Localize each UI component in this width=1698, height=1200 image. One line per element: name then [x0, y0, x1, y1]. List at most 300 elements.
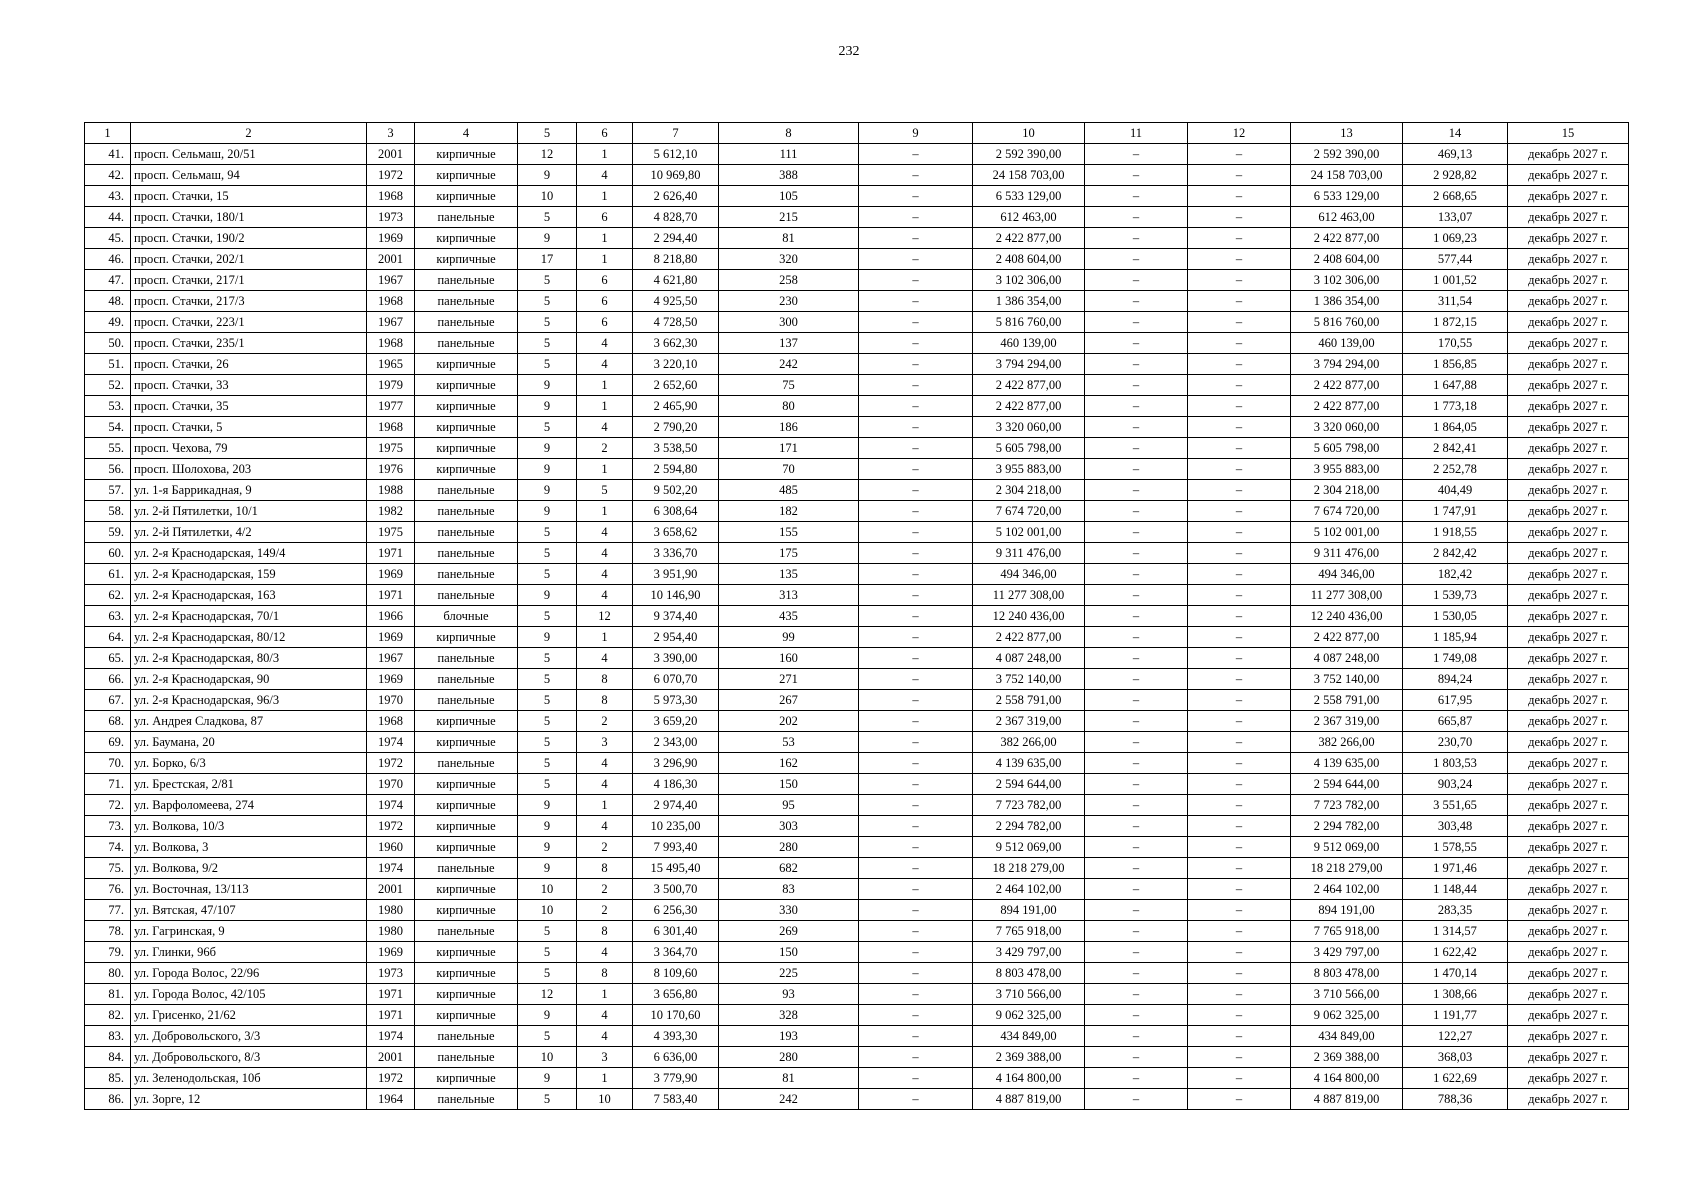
- table-cell: 2 790,20: [633, 417, 719, 438]
- table-cell: 9: [518, 165, 577, 186]
- table-cell: 71.: [85, 774, 131, 795]
- table-cell: 320: [719, 249, 859, 270]
- table-cell: –: [1085, 984, 1188, 1005]
- table-cell: –: [1188, 165, 1291, 186]
- table-cell: 3 500,70: [633, 879, 719, 900]
- table-cell: 70.: [85, 753, 131, 774]
- table-cell: панельные: [415, 207, 518, 228]
- table-cell: –: [859, 753, 973, 774]
- table-cell: 271: [719, 669, 859, 690]
- table-cell: –: [1085, 774, 1188, 795]
- table-cell: ул. Зорге, 12: [131, 1089, 367, 1110]
- table-cell: 1 386 354,00: [973, 291, 1085, 312]
- table-cell: 1971: [367, 585, 415, 606]
- table-cell: 65.: [85, 648, 131, 669]
- table-cell: 2 842,41: [1403, 438, 1508, 459]
- table-cell: 5: [518, 543, 577, 564]
- table-row: [85, 837, 1629, 858]
- table-cell: 2 558 791,00: [1291, 690, 1403, 711]
- table-row: [85, 879, 1629, 900]
- table-cell: 2 592 390,00: [973, 144, 1085, 165]
- table-cell: –: [1188, 459, 1291, 480]
- table-cell: кирпичные: [415, 627, 518, 648]
- table-row: [85, 606, 1629, 627]
- table-cell: 4: [577, 816, 633, 837]
- table-cell: 1974: [367, 732, 415, 753]
- table-cell: 2 558 791,00: [973, 690, 1085, 711]
- table-cell: 8: [577, 963, 633, 984]
- table-cell: декабрь 2027 г.: [1508, 585, 1629, 606]
- table-cell: 4 887 819,00: [1291, 1089, 1403, 1110]
- table-cell: 1 386 354,00: [1291, 291, 1403, 312]
- table-cell: 42.: [85, 165, 131, 186]
- table-cell: 55.: [85, 438, 131, 459]
- table-cell: 2001: [367, 879, 415, 900]
- table-cell: ул. 2-я Краснодарская, 70/1: [131, 606, 367, 627]
- table-cell: панельные: [415, 291, 518, 312]
- table-cell: 469,13: [1403, 144, 1508, 165]
- table-cell: 5 605 798,00: [1291, 438, 1403, 459]
- table-cell: 24 158 703,00: [973, 165, 1085, 186]
- table-cell: 8 109,60: [633, 963, 719, 984]
- table-cell: ул. Волкова, 9/2: [131, 858, 367, 879]
- table-cell: 577,44: [1403, 249, 1508, 270]
- table-cell: 1: [577, 795, 633, 816]
- table-cell: 5: [518, 711, 577, 732]
- table-cell: 44.: [85, 207, 131, 228]
- table-cell: 4 828,70: [633, 207, 719, 228]
- table-cell: 2 652,60: [633, 375, 719, 396]
- table-cell: 9: [518, 627, 577, 648]
- table-cell: 170,55: [1403, 333, 1508, 354]
- table-cell: 2: [577, 711, 633, 732]
- table-cell: –: [859, 543, 973, 564]
- table-cell: 10: [577, 1089, 633, 1110]
- table-row: [85, 963, 1629, 984]
- table-cell: декабрь 2027 г.: [1508, 690, 1629, 711]
- table-cell: –: [1188, 669, 1291, 690]
- table-cell: 81.: [85, 984, 131, 1005]
- table-cell: 5 973,30: [633, 690, 719, 711]
- table-cell: панельные: [415, 522, 518, 543]
- table-cell: ул. Зеленодольская, 10б: [131, 1068, 367, 1089]
- table-cell: панельные: [415, 501, 518, 522]
- table-cell: 894 191,00: [973, 900, 1085, 921]
- table-cell: 283,35: [1403, 900, 1508, 921]
- table-cell: 494 346,00: [1291, 564, 1403, 585]
- table-cell: 2001: [367, 144, 415, 165]
- table-cell: 51.: [85, 354, 131, 375]
- table-cell: кирпичные: [415, 186, 518, 207]
- table-cell: 7 993,40: [633, 837, 719, 858]
- table-cell: –: [859, 795, 973, 816]
- table-cell: 7 723 782,00: [1291, 795, 1403, 816]
- table-cell: 1968: [367, 417, 415, 438]
- table-cell: –: [1188, 438, 1291, 459]
- table-cell: 1 069,23: [1403, 228, 1508, 249]
- table-cell: просп. Шолохова, 203: [131, 459, 367, 480]
- table-cell: 1974: [367, 858, 415, 879]
- table-cell: –: [1188, 186, 1291, 207]
- table-cell: 6 533 129,00: [973, 186, 1085, 207]
- table-cell: 1964: [367, 1089, 415, 1110]
- table-cell: 434 849,00: [973, 1026, 1085, 1047]
- table-cell: кирпичные: [415, 879, 518, 900]
- table-cell: –: [859, 207, 973, 228]
- table-cell: 9 502,20: [633, 480, 719, 501]
- table-cell: 1976: [367, 459, 415, 480]
- table-cell: –: [859, 270, 973, 291]
- table-cell: декабрь 2027 г.: [1508, 774, 1629, 795]
- table-cell: декабрь 2027 г.: [1508, 438, 1629, 459]
- table-cell: кирпичные: [415, 900, 518, 921]
- table-cell: 3 662,30: [633, 333, 719, 354]
- table-cell: декабрь 2027 г.: [1508, 984, 1629, 1005]
- table-cell: 612 463,00: [973, 207, 1085, 228]
- table-cell: –: [1188, 1089, 1291, 1110]
- table-cell: 12: [518, 984, 577, 1005]
- table-cell: 175: [719, 543, 859, 564]
- table-row: [85, 543, 1629, 564]
- table-cell: 68.: [85, 711, 131, 732]
- table-cell: –: [1085, 669, 1188, 690]
- table-cell: 75.: [85, 858, 131, 879]
- table-cell: –: [1085, 711, 1188, 732]
- table-cell: 1968: [367, 711, 415, 732]
- table-cell: 6 533 129,00: [1291, 186, 1403, 207]
- table-cell: 1972: [367, 165, 415, 186]
- table-cell: 2 422 877,00: [1291, 228, 1403, 249]
- table-cell: –: [1188, 858, 1291, 879]
- table-cell: 485: [719, 480, 859, 501]
- table-cell: 3 296,90: [633, 753, 719, 774]
- table-cell: 2 594 644,00: [1291, 774, 1403, 795]
- table-cell: 2 422 877,00: [1291, 375, 1403, 396]
- table-cell: декабрь 2027 г.: [1508, 942, 1629, 963]
- table-cell: ул. Варфоломеева, 274: [131, 795, 367, 816]
- table-cell: –: [1085, 963, 1188, 984]
- table-cell: 330: [719, 900, 859, 921]
- table-cell: 3 320 060,00: [973, 417, 1085, 438]
- table-cell: 46.: [85, 249, 131, 270]
- table-cell: –: [1188, 270, 1291, 291]
- table-cell: 9: [518, 795, 577, 816]
- table-cell: панельные: [415, 312, 518, 333]
- table-cell: декабрь 2027 г.: [1508, 753, 1629, 774]
- table-cell: 3 794 294,00: [1291, 354, 1403, 375]
- table-cell: 382 266,00: [1291, 732, 1403, 753]
- table-cell: 242: [719, 354, 859, 375]
- table-cell: –: [1085, 375, 1188, 396]
- table-cell: панельные: [415, 333, 518, 354]
- table-cell: –: [1188, 879, 1291, 900]
- table-cell: 41.: [85, 144, 131, 165]
- table-row: [85, 186, 1629, 207]
- table-cell: –: [1085, 522, 1188, 543]
- table-cell: –: [859, 249, 973, 270]
- table-cell: 5 612,10: [633, 144, 719, 165]
- table-cell: 24 158 703,00: [1291, 165, 1403, 186]
- table-cell: –: [1188, 711, 1291, 732]
- table-cell: 313: [719, 585, 859, 606]
- table-row: [85, 375, 1629, 396]
- table-cell: 903,24: [1403, 774, 1508, 795]
- table-cell: 4 087 248,00: [1291, 648, 1403, 669]
- column-header-1: 1: [85, 123, 131, 144]
- table-cell: 3 794 294,00: [973, 354, 1085, 375]
- table-cell: –: [1085, 543, 1188, 564]
- table-cell: 1973: [367, 963, 415, 984]
- table-cell: 2 668,65: [1403, 186, 1508, 207]
- table-cell: 460 139,00: [1291, 333, 1403, 354]
- table-cell: 10: [518, 900, 577, 921]
- table-cell: –: [1085, 816, 1188, 837]
- table-cell: 4: [577, 354, 633, 375]
- table-cell: кирпичные: [415, 732, 518, 753]
- table-cell: 3 656,80: [633, 984, 719, 1005]
- table-cell: 4: [577, 543, 633, 564]
- table-cell: –: [1188, 942, 1291, 963]
- table-cell: 1 647,88: [1403, 375, 1508, 396]
- table-cell: 368,03: [1403, 1047, 1508, 1068]
- table-cell: 5: [518, 753, 577, 774]
- table-cell: ул. 2-й Пятилетки, 4/2: [131, 522, 367, 543]
- table-cell: 4 139 635,00: [1291, 753, 1403, 774]
- table-cell: 79.: [85, 942, 131, 963]
- table-cell: 4: [577, 774, 633, 795]
- table-cell: 2 369 388,00: [1291, 1047, 1403, 1068]
- table-cell: –: [859, 900, 973, 921]
- table-cell: 3 336,70: [633, 543, 719, 564]
- table-cell: декабрь 2027 г.: [1508, 606, 1629, 627]
- table-row: [85, 333, 1629, 354]
- table-cell: 2 422 877,00: [973, 228, 1085, 249]
- table-cell: –: [859, 921, 973, 942]
- table-cell: 1: [577, 249, 633, 270]
- table-cell: кирпичные: [415, 795, 518, 816]
- table-cell: 10 969,80: [633, 165, 719, 186]
- table-cell: –: [1085, 585, 1188, 606]
- table-cell: 1971: [367, 984, 415, 1005]
- table-cell: 10 235,00: [633, 816, 719, 837]
- table-cell: –: [859, 942, 973, 963]
- table-cell: 1 191,77: [1403, 1005, 1508, 1026]
- table-cell: декабрь 2027 г.: [1508, 459, 1629, 480]
- table-cell: 3 710 566,00: [973, 984, 1085, 1005]
- table-cell: ул. 2-я Краснодарская, 163: [131, 585, 367, 606]
- page-number: 232: [838, 44, 860, 59]
- table-row: [85, 1068, 1629, 1089]
- table-row: [85, 480, 1629, 501]
- table-cell: 150: [719, 942, 859, 963]
- table-cell: 9 062 325,00: [1291, 1005, 1403, 1026]
- table-row: [85, 795, 1629, 816]
- table-cell: 3: [577, 732, 633, 753]
- table-cell: 61.: [85, 564, 131, 585]
- table-cell: 47.: [85, 270, 131, 291]
- table-cell: 9: [518, 459, 577, 480]
- table-cell: кирпичные: [415, 417, 518, 438]
- table-cell: 111: [719, 144, 859, 165]
- table-cell: 54.: [85, 417, 131, 438]
- table-cell: –: [1085, 1089, 1188, 1110]
- table-cell: 5: [577, 480, 633, 501]
- table-row: [85, 774, 1629, 795]
- table-cell: 7 674 720,00: [1291, 501, 1403, 522]
- table-cell: 2 464 102,00: [973, 879, 1085, 900]
- table-cell: 5: [518, 333, 577, 354]
- table-cell: 1 918,55: [1403, 522, 1508, 543]
- table-cell: панельные: [415, 585, 518, 606]
- table-cell: –: [859, 669, 973, 690]
- table-cell: кирпичные: [415, 942, 518, 963]
- table-cell: –: [1188, 249, 1291, 270]
- table-cell: кирпичные: [415, 165, 518, 186]
- table-cell: –: [1085, 879, 1188, 900]
- table-row: [85, 1047, 1629, 1068]
- table-cell: –: [1085, 144, 1188, 165]
- table-cell: 1975: [367, 438, 415, 459]
- table-cell: 2: [577, 900, 633, 921]
- table-cell: 162: [719, 753, 859, 774]
- table-cell: –: [859, 774, 973, 795]
- table-cell: 9 311 476,00: [973, 543, 1085, 564]
- table-cell: 303: [719, 816, 859, 837]
- table-cell: 1 314,57: [1403, 921, 1508, 942]
- table-cell: 1973: [367, 207, 415, 228]
- table-cell: –: [1188, 207, 1291, 228]
- table-row: [85, 291, 1629, 312]
- table-cell: 1972: [367, 1068, 415, 1089]
- table-cell: –: [1188, 921, 1291, 942]
- table-row: [85, 354, 1629, 375]
- table-cell: 3 955 883,00: [973, 459, 1085, 480]
- table-cell: 311,54: [1403, 291, 1508, 312]
- column-header-5: 5: [518, 123, 577, 144]
- table-cell: 137: [719, 333, 859, 354]
- table-cell: 5: [518, 1089, 577, 1110]
- table-cell: 2 842,42: [1403, 543, 1508, 564]
- table-cell: кирпичные: [415, 228, 518, 249]
- table-cell: 4: [577, 753, 633, 774]
- table-cell: 328: [719, 1005, 859, 1026]
- table-row: [85, 165, 1629, 186]
- table-cell: 1 971,46: [1403, 858, 1508, 879]
- table-cell: 6: [577, 207, 633, 228]
- table-cell: 215: [719, 207, 859, 228]
- table-row: [85, 669, 1629, 690]
- table-cell: –: [1188, 1026, 1291, 1047]
- table-cell: 1 747,91: [1403, 501, 1508, 522]
- table-cell: –: [1188, 795, 1291, 816]
- table-row: [85, 270, 1629, 291]
- table-cell: 9 311 476,00: [1291, 543, 1403, 564]
- table-cell: –: [1188, 228, 1291, 249]
- table-cell: 8 803 478,00: [1291, 963, 1403, 984]
- table-cell: 18 218 279,00: [973, 858, 1085, 879]
- table-cell: декабрь 2027 г.: [1508, 732, 1629, 753]
- column-header-8: 8: [719, 123, 859, 144]
- table-cell: 303,48: [1403, 816, 1508, 837]
- table-cell: ул. Баумана, 20: [131, 732, 367, 753]
- table-cell: 17: [518, 249, 577, 270]
- table-cell: декабрь 2027 г.: [1508, 291, 1629, 312]
- table-cell: 95: [719, 795, 859, 816]
- table-cell: 77.: [85, 900, 131, 921]
- table-cell: 682: [719, 858, 859, 879]
- table-row: [85, 816, 1629, 837]
- table-cell: 5: [518, 648, 577, 669]
- table-cell: 9: [518, 396, 577, 417]
- table-cell: декабрь 2027 г.: [1508, 249, 1629, 270]
- table-cell: декабрь 2027 г.: [1508, 501, 1629, 522]
- table-cell: 75: [719, 375, 859, 396]
- table-cell: 435: [719, 606, 859, 627]
- table-cell: 1 622,69: [1403, 1068, 1508, 1089]
- table-cell: декабрь 2027 г.: [1508, 648, 1629, 669]
- table-row: [85, 900, 1629, 921]
- table-cell: ул. Добровольского, 3/3: [131, 1026, 367, 1047]
- table-row: [85, 753, 1629, 774]
- column-header-10: 10: [973, 123, 1085, 144]
- table-cell: декабрь 2027 г.: [1508, 669, 1629, 690]
- table-cell: 7 674 720,00: [973, 501, 1085, 522]
- table-cell: панельные: [415, 1089, 518, 1110]
- table-row: [85, 564, 1629, 585]
- table-cell: 1979: [367, 375, 415, 396]
- table-cell: –: [1188, 627, 1291, 648]
- table-cell: 1967: [367, 648, 415, 669]
- table-cell: 300: [719, 312, 859, 333]
- table-cell: декабрь 2027 г.: [1508, 207, 1629, 228]
- table-cell: –: [1085, 459, 1188, 480]
- table-row: [85, 858, 1629, 879]
- table-cell: 665,87: [1403, 711, 1508, 732]
- table-cell: 160: [719, 648, 859, 669]
- table-cell: 6 636,00: [633, 1047, 719, 1068]
- table-cell: 15 495,40: [633, 858, 719, 879]
- table-cell: просп. Чехова, 79: [131, 438, 367, 459]
- table-cell: 1 749,08: [1403, 648, 1508, 669]
- table-cell: –: [1188, 291, 1291, 312]
- table-cell: 434 849,00: [1291, 1026, 1403, 1047]
- table-cell: 1: [577, 228, 633, 249]
- table-cell: 2 594 644,00: [973, 774, 1085, 795]
- table-cell: –: [859, 522, 973, 543]
- table-cell: 9: [518, 438, 577, 459]
- table-cell: 2 294 782,00: [973, 816, 1085, 837]
- column-header-12: 12: [1188, 123, 1291, 144]
- table-cell: –: [1188, 543, 1291, 564]
- table-cell: просп. Стачки, 33: [131, 375, 367, 396]
- table-cell: 1972: [367, 816, 415, 837]
- table-cell: декабрь 2027 г.: [1508, 396, 1629, 417]
- table-cell: 5: [518, 417, 577, 438]
- table-cell: декабрь 2027 г.: [1508, 627, 1629, 648]
- table-cell: –: [1188, 963, 1291, 984]
- table-cell: –: [859, 711, 973, 732]
- table-cell: –: [1188, 1005, 1291, 1026]
- table-cell: панельные: [415, 921, 518, 942]
- column-header-14: 14: [1403, 123, 1508, 144]
- table-cell: кирпичные: [415, 459, 518, 480]
- table-cell: 9: [518, 1005, 577, 1026]
- table-cell: 58.: [85, 501, 131, 522]
- table-cell: 1 148,44: [1403, 879, 1508, 900]
- table-cell: 53.: [85, 396, 131, 417]
- table-cell: декабрь 2027 г.: [1508, 165, 1629, 186]
- table-cell: 2 422 877,00: [1291, 396, 1403, 417]
